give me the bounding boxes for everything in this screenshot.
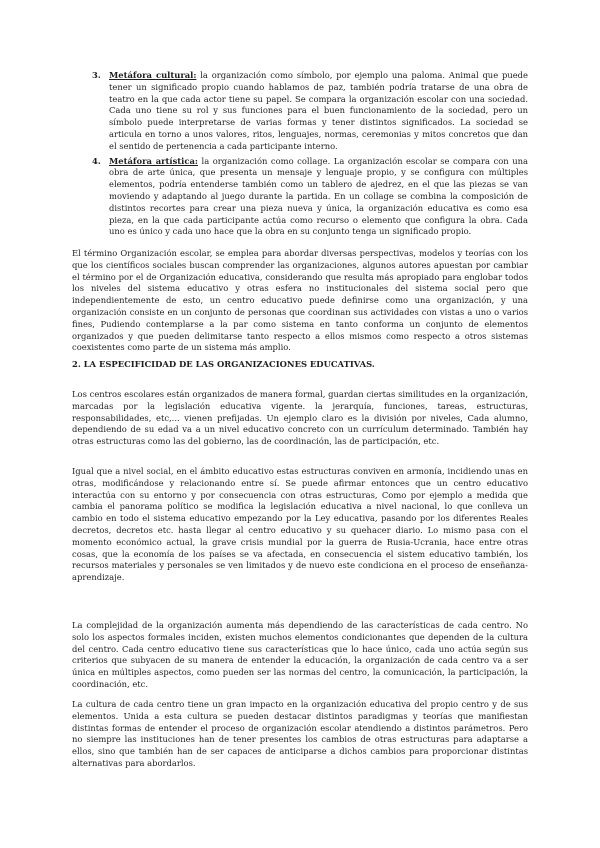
list-item-text: la organización como collage. La organización escolar se compara con una obra de arte única, que presenta un mensaje y lenguaje propio, y se configura con múltiples elementos, podría entenderse también como un tablero de ajedrez, en el que las piezas se van moviendo y adaptando al juego durante la partida. En un collage se combina la composición de distintos recortes para crear una pieza nueva y única, la organización educativa es como esa pieza, en la que cada participante actúa como recurso o elemento que configura la obra. Cada uno es único y cada uno hace que la obra en su conjunto tenga un significado propio.: [109, 155, 529, 237]
list-item-term: Metáfora artística:: [109, 155, 198, 166]
section-heading: 2. LA ESPECIFICIDAD DE LAS ORGANIZACIONES EDUCATIVAS.: [72, 359, 375, 369]
list-item-number: 4.: [92, 155, 101, 166]
list-item: [72, 70, 528, 153]
intro-paragraph: El término Organización escolar, se emplea para abordar diversas perspectivas, modelos y teorías con los que los científicos sociales buscan comprender las organizaciones, algunos autores apuestan por cambiar el término por el de Organización educativa, considerando que resulta más apropiado para englobar todos los niveles del sistema educativo y otras esfera no institucionales del sistema social pero que independientemente de esto, un centro educativo puede definirse como una organización, y una organización consiste en un conjunto de personas que coordinan sus actividades con vistas a uno o varios fines, Pudiendo contemplarse a la par como sistema en tanto conforma un conjunto de elementos organizados y que pueden delimitarse tanto respecto a ellos mismos como respecto a otros sistemas coexistentes como parte de un sistema más amplio.: [72, 248, 528, 353]
list-item-text: la organización como símbolo, por ejemplo una paloma. Animal que puede tener un significado propio cuando hablamos de paz, también podría tratarse de una obra de teatro en la que cada actor tiene su papel. Se compara la organización escolar con una sociedad. Cada uno tiene su rol y sus funciones para el buen funcionamiento de la sociedad, pero un símbolo puede interpretarse de varias formas y tener distintos significados. La sociedad se articula en torno a unos valores, ritos, lenguajes, normas, ceremonias y mitos concretos que dan el sentido de pertenencia a cada participante interno.: [109, 70, 528, 151]
list-item-number: 3.: [92, 70, 101, 80]
list-item: [72, 156, 528, 239]
list-item-term: Metáfora cultural:: [109, 70, 197, 80]
body-paragraph: Los centros escolares están organizados de manera formal, guardan ciertas similitudes en la organización, marcadas por la legislación educativa vigente. la jerarquía, funciones, tareas, estructuras, responsabilidades, etc,... vienen prefijadas. Un ejemplo claro es la división por niveles, Cada alumno, dependiendo de su edad va a un nivel educativo concreto con un currículum determinado. También hay otras estructuras como las del gobierno, las de coordinación, las de participación, etc.: [72, 389, 528, 447]
body-paragraph: La complejidad de la organización aumenta más dependiendo de las características de cada centro. No solo los aspectos formales inciden, existen muchos elementos condicionantes que dependen de la cultura del centro. Cada centro educativo tiene sus características que lo hace único, cada uno actúa según sus criterios que subyacen de su manera de entender la educación, la organización de cada centro va a ser única en múltiples aspectos, como pueden ser las normas del centro, la comunicación, la participación, la coordinación, etc.: [72, 620, 528, 689]
metaphor-list: [72, 70, 528, 241]
body-paragraph: La cultura de cada centro tiene un gran impacto en la organización educativa del propio centro y de sus elementos. Unida a esta cultura se pueden destacar distintos paradigmas y teorías que manifiestan distintas formas de entender el proceso de organización escolar atendiendo a distintos parámetros. Pero no siempre las instituciones han de tener presentes los cambios de otras estructuras para adaptarse a ellos, sino que también han de ser capaces de anticiparse a dichos cambios para proporcionar distintas alternativas para abordarlos.: [72, 699, 528, 768]
body-paragraph: Igual que a nivel social, en el ámbito educativo estas estructuras conviven en armonía, incidiendo unas en otras, modificándose y relacionando entre sí. Se puede afirmar entonces que un centro educativo interactúa con su entorno y por consecuencia con otras estructuras, Como por ejemplo a medida que cambia el panorama político se modifica la legislación educativa a nivel nacional, lo que conlleva un cambio en todo el sistema educativo empezando por la Ley educativa, pasando por los diferentes Reales decretos, decretos etc. hasta llegar al centro educativo y su quehacer diario. Lo mismo pasa con el momento económico actual, la grave crisis mundial por la guerra de Rusia-Ucrania, hace entre otras cosas, que la economía de los países se va afectada, en consecuencia el sistem educativo también, los recursos materiales y personales se ven limitados y de nuevo este condiciona en el proceso de enseñanza-aprendizaje.: [72, 466, 528, 583]
